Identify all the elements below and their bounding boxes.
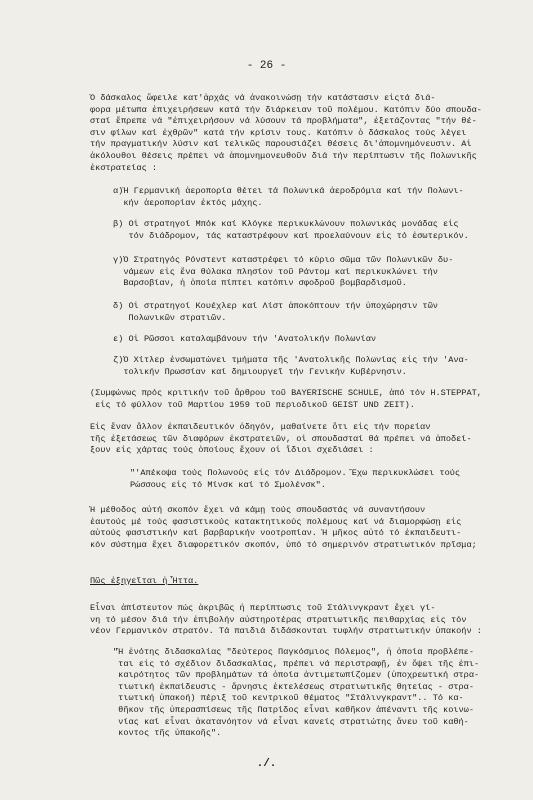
list-item-a: α)Ἡ Γερμανική ἀεροπορία θέτει τά Πολωνικά ἀεροδρόμια καί τήν Πολωνι- κήν ἀεροπορίαν ἐκτός μάχης.	[113, 186, 464, 208]
list-item-d: δ) Οἱ στρατηγοί Κουέχλερ καί Λίστ ἀποκόπτουν τήν ὑποχώρησιν τῶν Πολωνικῶν στρατιῶν.	[113, 301, 438, 323]
list-item-e: ε) Οἱ Ρῶσσοι καταλαμβάνουν τήν 'Ανατολικήν Πολωνίαν	[113, 334, 377, 344]
list-item-g: γ)Ὁ Στρατηγός Ρόνστεντ καταστρέφει τό κύριο σῶμα τῶν Πολωνικῶν δυ- νάμεων εἰς ἕνα θύλακα πλησίον τοῦ Ράντομ καί περικυκλώνει τήν Βαρσοβίαν, ἡ ὁποία πίπτει κατόπιν σφοδροῦ βομβαρδισμοῦ.	[113, 255, 454, 289]
continuation-mark: ./.	[256, 758, 277, 770]
map-quote: "'Απέκοψα τούς Πολωνούς εἰς τόν Διάδρομον. Ἔχω περικυκλώσει τούς Ρώσσους εἰς τό Μίνσκ καί τό Σμολένσκ".	[130, 468, 461, 490]
page-number: - 26 -	[246, 60, 287, 72]
section-heading: Πῶς ἐξηγεῖται ἡ Ἧττα.	[90, 576, 199, 586]
list-item-b: β) Οἱ στρατηγοί Μπόκ καί Κλόγκε περικυκλώνουν πολωνικάς μονάδας εἰς τόν διάδρομον, τάς καταστρέφουν καί προελαύνουν εἰς τό ἐσωτερικόν.	[113, 219, 469, 241]
source-citation: (Συμφώνως πρός κριτικήν τοῦ ἄρθρου τοῦ BAYERISCHE SCHULE, ἀπό τόν H.STEPPAT, εἰς τό φύλλον τοῦ Μαρτίου 1959 τοῦ περιοδικοῦ GEIST UND ZEIT).	[90, 388, 482, 410]
intro-paragraph: Ὁ δάσκαλος ὤφειλε κατ'ἀρχάς νά ἀνακοινώσῃ τήν κατάστασιν εἰςτά διά- φορα μέτωπα ἐπιχειρήσεων κατά τήν διάρκειαν τοῦ πολέμου. Κατόπιν δύο σπουδα- σταί ἔπρεπε νά "ἐπιχειρήσουν νά λύσουν τά προβλήματα", ἐξετάζοντας "τήν θέ- σιν φίλων καί ἐχθρῶν" κατά τήν κρίσιν τους. Κατόπιν ὁ δάσκαλος τούς λέγει τήν πραγματικήν λύσιν καί τελικῶς παρουσιάζει θέσεις δι'ἀπομνημόνευσιν. Αἱ ἀκόλουθοι θέσεις πρέπει νά ἀπομνημονευθοῦν διά τήν περίπτωσιν τῆς Πολωνικῆς ἐκστρατείας :	[90, 93, 482, 173]
method-paragraph: Ἡ μέθοδος αὐτή σκοπόν ἔχει νά κάμῃ τούς σπουδαστάς νά συναντήσουν ἑαυτούς μέ τούς φασιστικούς κατακτητικούς πολέμους καί νά διαμορφώσῃ εἰς αὐτούς φασιστικήν καί βαρβαρικήν νοοτροπίαν. Ἡ μῆκος αὐτό τό ἐκπαιδευτι- κόν σύστημα ἔχει διαφορετικόν σκοπόν, ὑπό τό σημερινόν στρατιωτικόν πρῖσμα;	[90, 505, 477, 550]
lesson-quote: "Ἡ ἑνότης διδασκαλίας "δεύτερος Παγκόσμιος Πόλεμος", ἡ ὁποία προβλέπε- ται εἰς τό σχέδιον διδασκαλίας, πρέπει νά περιστραφῇ, ἐν ὄψει τῆς ἐπι- καιρότητος τῶν προβλημάτων τά ὁποία ἀντιμετωπίζομεν (ὑποχρεωτική στρα- τιωτική ἐκπαίδευσις - ἄρνησις ἐκτελέσεως στρατιωτικῆς θητείας - στρα- τιωτική ὑπακοή) πέριξ τοῦ κεντρικοῦ θέματος "Στάλινγκραντ".. Τό κα- θῆκον τῆς ὑπερασπίσεως τῆς Πατρίδος εἶναι καθῆκον ἀπέναντι τῆς κοινω- νίας καί εἶναι ἀκατανόητον νά εἶναι κανείς στρατιώτης ἄνευ τοῦ καθή- κοντος τῆς ὑπακοῆς".	[113, 647, 480, 739]
list-item-z: ζ)Ὁ Χίτλερ ἐνσωματώνει τμήματα τῆς 'Ανατολικῆς Πολωνίας εἰς τήν 'Ανα- τολικήν Πρωσσίαν καί δημιουργεῖ τήν Γενικήν Κυβέρνησιν.	[113, 355, 469, 377]
exam-paragraph: Εἰς ἕναν ἄλλον ἐκπαιδευτικόν ὁδηγόν, μαθαίνετε ὅτι εἰς τήν πορείαν τῆς ἐξετάσεως τῶν διαφόρων ἐκστρατειῶν, οἱ σπουδασταί θά πρέπει νά ἀποδεί- ξουν εἰς χάρτας τούς ὁποίους ἔχουν οἱ ἴδιοι σχεδιάσει :	[90, 422, 472, 456]
stalingrad-paragraph: Εἶναι ἀπίστευτον πώς ἀκριβῶς ἡ περίπτωσις τοῦ Στάλινγκραντ ἔχει γί- νη τό μέσον διά τήν ἐπιβολήν αὐστηροτέρας στρατιωτικῆς πειθαρχίας εἰς τόν νέον Γερμανικόν στρατόν. Τά παιδιά διδάσκονται τυφλήν στρατιωτικήν ὑπακοήν :	[90, 603, 482, 637]
